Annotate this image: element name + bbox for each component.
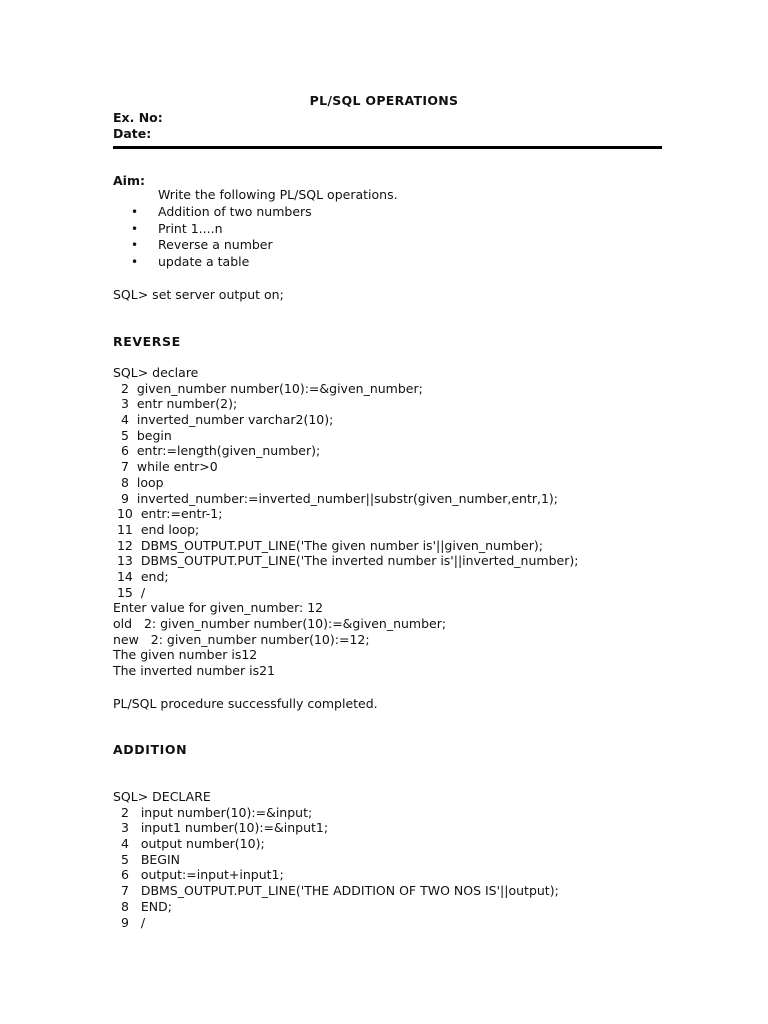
code-line: 2 given_number number(10):=&given_number; [113,380,423,396]
ex-no-label: Ex. No: [113,110,163,125]
aim-list [131,204,312,271]
list-item-label: Reverse a number [158,237,273,253]
code-line: 6 entr:=length(given_number); [113,443,321,459]
code-line: 3 input1 number(10):=&input1; [113,820,329,836]
code-line: 3 entr number(2); [113,396,238,412]
output-line: old 2: given_number number(10):=&given_number; [113,616,447,631]
list-item [131,254,312,271]
server-output-command: SQL> set server output on; [113,287,284,302]
reverse-heading: REVERSE [113,334,181,349]
reverse-result: PL/SQL procedure successfully completed. [113,696,378,711]
code-line: 7 while entr>0 [113,459,218,475]
output-line: The inverted number is21 [113,663,275,679]
list-item [131,204,312,221]
header-divider [113,146,662,149]
code-line: 12 DBMS_OUTPUT.PUT_LINE('The given number is'||given_number); [113,537,543,553]
code-line: 5 BEGIN [113,851,181,867]
output-line: The given number is12 [113,647,258,663]
date-label: Date: [113,126,152,141]
bullet-icon: • [131,238,139,253]
code-line: 4 output number(10); [113,836,265,852]
output-line: new 2: given_number number(10):=12; [113,631,370,647]
list-item-label: update a table [158,254,250,270]
code-line: 13 DBMS_OUTPUT.PUT_LINE('The inverted number is'||inverted_number); [113,553,579,569]
code-line: 5 begin [113,427,172,443]
code-line: 4 inverted_number varchar2(10); [113,412,334,428]
list-item-label: Print 1....n [158,220,223,236]
list-item [131,237,312,254]
addition-heading: ADDITION [113,742,188,757]
code-line: 14 end; [113,568,169,584]
code-line: 8 END; [113,898,172,914]
bullet-icon: • [131,205,139,219]
list-item [131,221,312,238]
page-title: PL/SQL OPERATIONS [309,93,459,108]
code-line: 10 entr:=entr-1; [113,506,223,522]
reverse-code-block [113,365,578,679]
code-line: 11 end loop; [113,521,200,537]
code-line: 6 output:=input+input1; [113,867,284,883]
list-item-label: Addition of two numbers [158,204,312,219]
code-line: 9 inverted_number:=inverted_number||substr(given_number,entr,1); [113,490,558,506]
code-line: 7 DBMS_OUTPUT.PUT_LINE('THE ADDITION OF TWO NOS IS'||output); [113,883,559,899]
aim-label: Aim: [113,173,145,188]
bullet-icon: • [131,221,139,236]
code-line: SQL> DECLARE [113,789,211,804]
aim-intro: Write the following PL/SQL operations. [158,187,398,202]
code-line: 8 loop [113,474,164,490]
code-line: 15 / [113,584,146,600]
output-line: Enter value for given_number: 12 [113,600,324,616]
code-line: SQL> declare [113,365,199,380]
code-line: 2 input number(10):=&input; [113,804,313,820]
addition-code-block [113,789,559,930]
bullet-icon: • [131,255,139,270]
code-line: 9 / [113,914,146,930]
